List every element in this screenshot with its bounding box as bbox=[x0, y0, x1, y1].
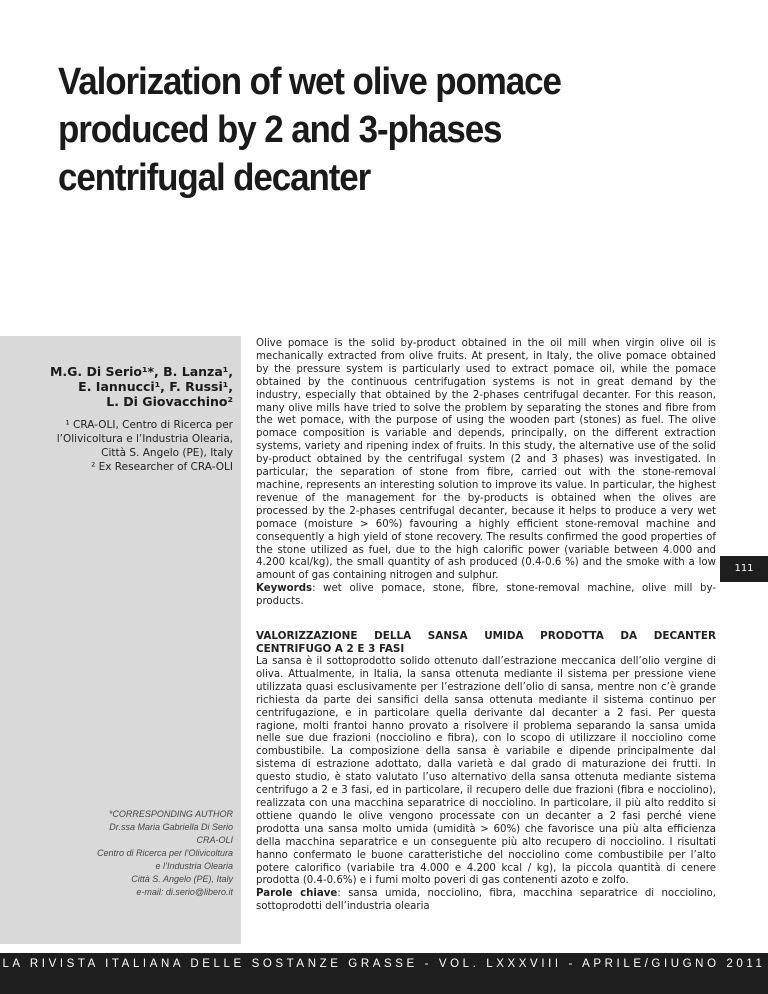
corresponding-heading: *CORRESPONDING AUTHOR bbox=[108, 809, 233, 819]
page-number: 111 bbox=[720, 556, 768, 582]
author-line: E. Iannucci¹, F. Russi¹, bbox=[78, 379, 233, 394]
corresponding-center: e l’Industria Olearia bbox=[155, 861, 233, 871]
title-line: Valorization of wet olive pomace bbox=[58, 61, 561, 103]
affiliation-line: l’Olivicoltura e l’Industria Olearia, bbox=[56, 433, 233, 445]
corresponding-name: Dr.ssa Maria Gabriella Di Serio bbox=[109, 822, 233, 832]
title-line: produced by 2 and 3-phases bbox=[58, 109, 502, 151]
corresponding-author bbox=[97, 808, 233, 899]
keywords-label: Parole chiave bbox=[256, 888, 338, 900]
affiliation-line: Città S. Angelo (PE), Italy bbox=[101, 447, 233, 459]
keywords-label: Keywords bbox=[256, 583, 313, 595]
keywords-text: : wet olive pomace, stone, fibre, stone-removal machine, olive mill by-products. bbox=[256, 583, 716, 608]
abstract-text: La sansa è il sottoprodotto solido ottenuto dall’estrazione meccanica dell’olio vergine di oliva. Attualmente, in Italia, la sansa ottenuta mediante il sistema per pressione viene utilizzata quasi esclusivamente per l’estrazione dell’olio di sansa, mentre non c’è grande richiesta da parte dei sansifici della sansa ottenuta mediante il sistema continuo per centrifugazione, e in particolare quella derivante dal decanter a 2 fasi. Per questa ragione, molti frantoi hanno provato a risolvere il problema separando la sansa umida nelle sue due frazioni (nocciolino e fibra), con lo scopo di utilizzare il nocciolino come combustibile. La composizione della sansa è variabile e dipende principalmente dal sistema di estrazione adottato, dalla varietà e dal grado di maturazione dei frutti. In questo studio, è stato valutato l’uso alternativo della sansa ottenuta mediante sistema centrifugo a 2 e 3 fasi, ed in particolare, il recupero delle due frazioni (fibra e nocciolino), realizzata con una macchina separatrice di nocciolino. In particolare, il più alto reddito si ottiene quando le olive vengono processate con un decanter a 2 fasi perché viene prodotta una sansa molto umida (umidità > 60%) che favorisce una più alta efficienza della macchina separatrice e un conseguente più alto recupero di nocciolino. I risultati hanno confermato le buone caratteristiche del nocciolino come combustibile per l’alto potere calorifico (variabile tra 4.000 e 4.200 kcal / kg), la piccola quantità di cenere prodotta (0.4-0.6%) e i fumi molto poveri di gas contenenti azoto e zolfo. bbox=[256, 656, 716, 887]
author-line: M.G. Di Serio¹*, B. Lanza¹, bbox=[49, 364, 233, 379]
abstract-text: Olive pomace is the solid by-product obtained in the oil mill when virgin olive oil is mechanically extracted from olive fruits. At present, in Italy, the olive pomace obtained by the pressure system is particularly used to extract pomace oil, while the pomace obtained by the continuous centrifugation systems is not in great demand by the industry, especially that obtained by the 2-phases centrifugal decanter. For this reason, many olive mills have tried to solve the problem by separating the stones and fibre from the wet pomace, with the purpose of using the wooden part (stones) as fuel. The olive pomace composition is variable and depends, principally, on the different extraction systems, variety and ripening index of fruits. In this study, the alternative use of the solid by-product obtained by the centrifugal system (2 and 3 phases) was investigated. In particular, the separation of stone from fibre, carried out with the stone-removal machine, represents an interesting solution to improve its value. In particular, the highest revenue of the management for the by-products is obtained when the olives are processed by the 2-phases centrifugal decanter, because it helps to produce a very wet pomace (moisture > 60%) favouring a highly efficient stone-removal machine and consequently a high yield of stone recovery. The results confirmed the good properties of the stone utilized as fuel, due to the high calorific power (variable between 4.000 and 4.200 kcal/kg), the small quantity of ash produced (0.4-0.6 %) and the smoke with a low amount of gas containing nitrogen and sulphur. bbox=[256, 338, 716, 582]
affiliation-line: ² Ex Researcher of CRA-OLI bbox=[91, 461, 233, 473]
affiliations bbox=[57, 418, 233, 474]
keywords bbox=[256, 888, 716, 914]
affiliation-line: ¹ CRA-OLI, Centro di Ricerca per bbox=[65, 419, 233, 431]
author-sidebar bbox=[0, 336, 241, 944]
author-line: L. Di Giovacchino² bbox=[106, 394, 233, 409]
keywords bbox=[256, 583, 716, 609]
corresponding-city: Città S. Angelo (PE), Italy bbox=[131, 874, 233, 884]
italian-heading: VALORIZZAZIONE DELLA SANSA UMIDA PRODOTTA DA DECANTER CENTRIFUGO A 2 E 3 FASI bbox=[256, 630, 716, 655]
abstract-italian bbox=[256, 630, 716, 914]
journal-footer: LA RIVISTA ITALIANA DELLE SOSTANZE GRASSE - VOL. LXXXVIII - APRILE/GIUGNO 2011 bbox=[0, 953, 768, 994]
author-list bbox=[50, 364, 233, 409]
corresponding-center: Centro di Ricerca per l’Olivicoltura bbox=[96, 848, 233, 858]
keywords-text: : sansa umida, nocciolino, fibra, macchina separatrice di nocciolino, sottoprodotti dell’industria olearia bbox=[256, 888, 716, 913]
abstract-english bbox=[256, 338, 716, 609]
title-line: centrifugal decanter bbox=[58, 157, 371, 199]
article-title bbox=[58, 58, 573, 202]
corresponding-org: CRA-OLI bbox=[196, 835, 233, 845]
corresponding-email[interactable]: e-mail: di.serio@libero.it bbox=[136, 887, 233, 897]
